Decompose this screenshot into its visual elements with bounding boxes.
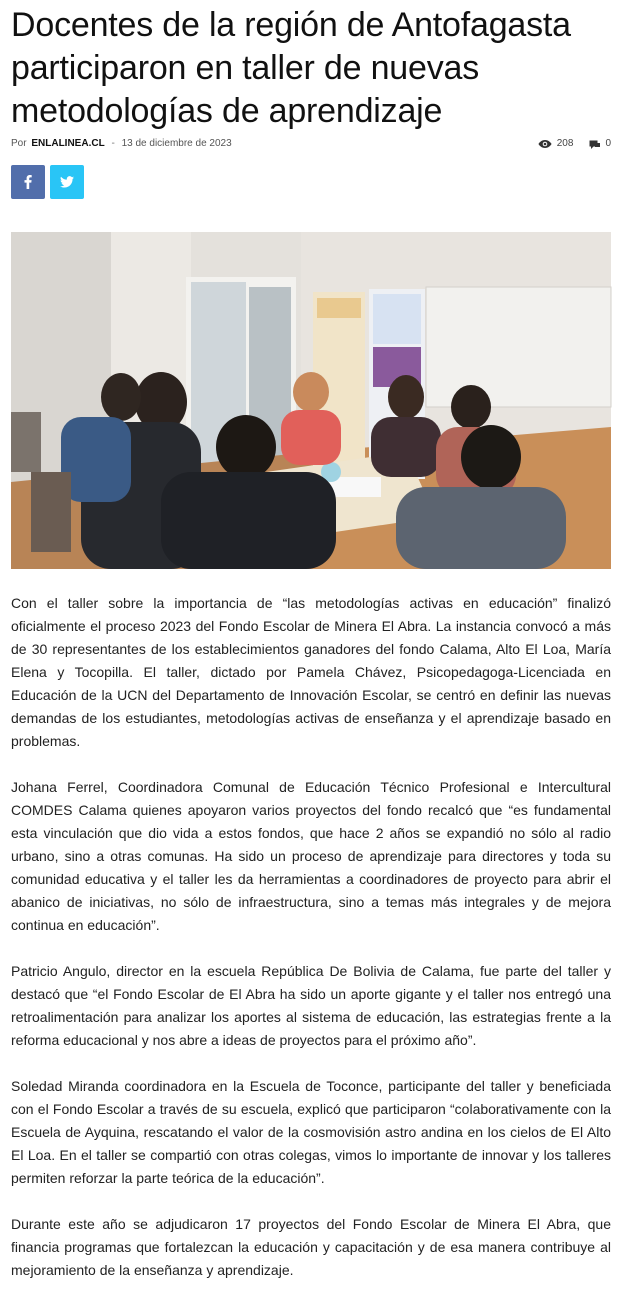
views-count — [538, 137, 574, 151]
article-body — [11, 592, 611, 1305]
article-paragraph: Soledad Miranda coordinadora en la Escuela de Toconce, participante del taller y beneficiada con el Fondo Escolar a través de su escuela, explicó que participaron “colaborativamente con la Escuela de Ayquina, rescatando el valor de la cosmovisión astro andina en los cielos de El Alto El Loa. En el taller se compartió con otras colegas, vimos lo importante de innovar y los talleres permiten reforzar la parte teórica de la educación”. — [11, 1078, 611, 1186]
meta-separator: - — [111, 138, 115, 149]
article-photo — [11, 232, 611, 569]
publish-date: 13 de diciembre de 2023 — [121, 138, 232, 149]
twitter-share-button[interactable] — [50, 165, 84, 199]
article-paragraph: Patricio Angulo, director en la escuela República De Bolivia de Calama, fue parte del taller y destacó que “el Fondo Escolar de El Abra ha sido un aporte gigante y el taller nos entregó una retroalimentación para analizar los aportes al sistema de educación, las estrategias frente a la reforma educacional y nos abre a ideas de proyectos para el próximo año”. — [11, 963, 611, 1048]
eye-icon — [538, 139, 552, 149]
by-label: Por — [11, 138, 27, 149]
workshop-photo-illustration — [11, 232, 611, 569]
views-value: 208 — [556, 138, 574, 149]
facebook-icon — [24, 175, 32, 189]
article-meta — [11, 137, 611, 151]
comments-count[interactable] — [589, 137, 611, 151]
article-paragraph: Durante este año se adjudicaron 17 proyectos del Fondo Escolar de Minera El Abra, que financia programas que fortalezcan la educación y capacitación y de esa manera contribuye al mejoramiento de la enseñanza y aprendizaje. — [11, 1216, 611, 1278]
comments-value: 0 — [605, 138, 611, 149]
share-bar — [11, 165, 84, 199]
twitter-icon — [60, 176, 74, 188]
author-link[interactable]: ENLALINEA.CL — [31, 138, 105, 149]
article-stats — [538, 137, 611, 151]
comment-icon — [589, 140, 600, 149]
article-paragraph: Johana Ferrel, Coordinadora Comunal de Educación Técnico Profesional e Intercultural COMDES Calama quienes apoyaron varios proyectos del fondo recalcó que “es fundamental esta vinculación que dio vida a estos fondos, que hace 2 años se expandió no sólo al radio urbano, sino a otras comunas. Ha sido un proceso de aprendizaje para directores y toda su comunidad educativa y el taller les da herramientas a coordinadores de proyecto para abrir el abanico de iniciativas, no sólo de infraestructura, sino a temas más integrales y de mejora continua en educación”. — [11, 779, 611, 933]
facebook-share-button[interactable] — [11, 165, 45, 199]
article-title: Docentes de la región de Antofagasta participaron en taller de nuevas metodologías de aprendizaje — [11, 6, 571, 130]
article-paragraph: Con el taller sobre la importancia de “las metodologías activas en educación” finalizó oficialmente el proceso 2023 del Fondo Escolar de Minera El Abra. La instancia convocó a más de 30 representantes de los establecimientos ganadores del fondo Calama, Alto El Loa, María Elena y Tocopilla. El taller, dictado por Pamela Chávez, Psicopedagoga-Licenciada en Educación de la UCN del Departamento de Innovación Escolar, se centró en definir las nuevas demandas de los estudiantes, metodologías activas de enseñanza y el aprendizaje basado en problemas. — [11, 595, 611, 749]
